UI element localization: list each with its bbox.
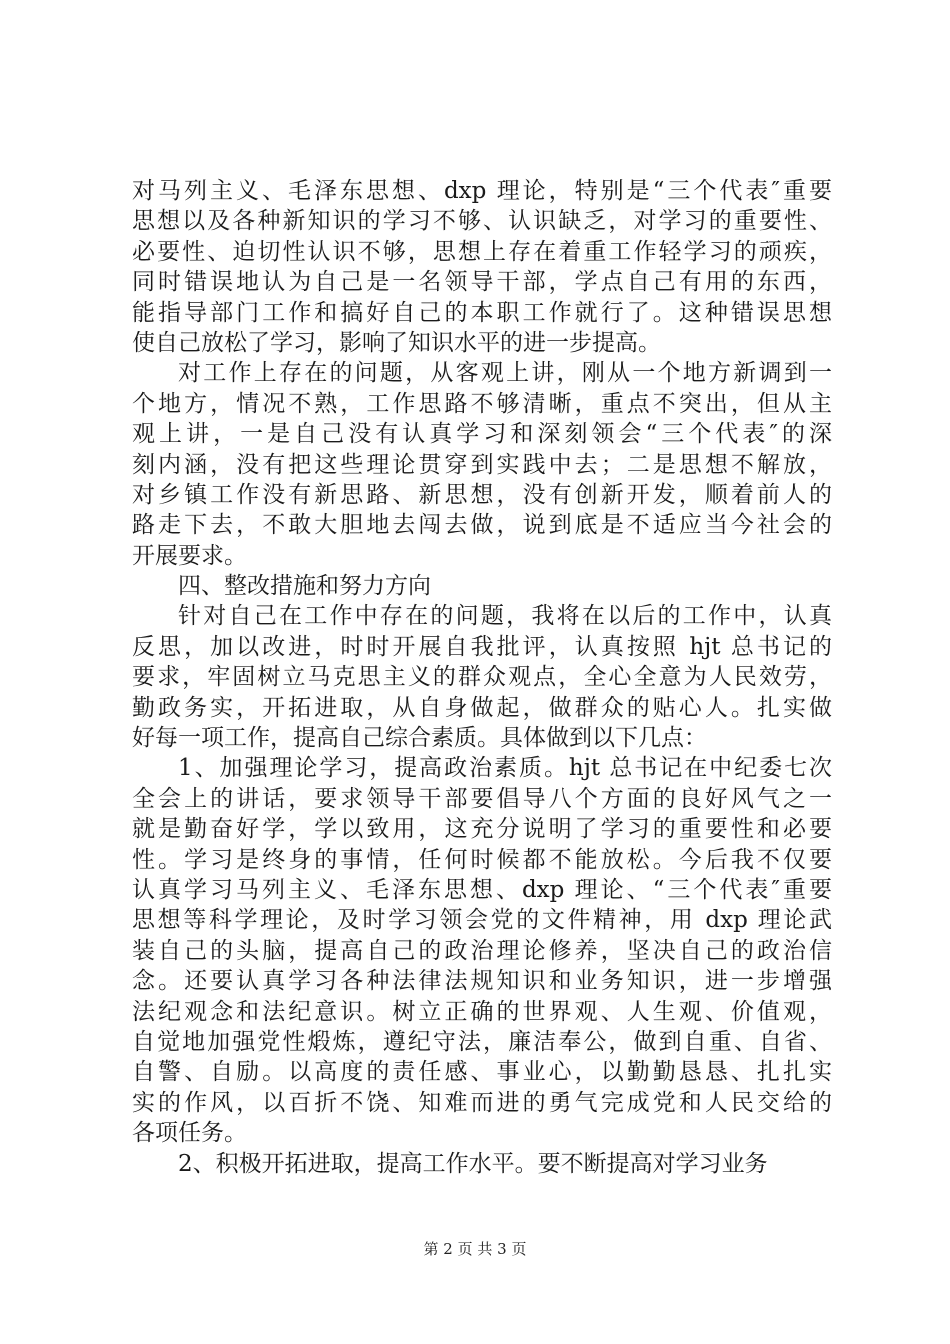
text-line: 认真学习马列主义、毛泽东思想、dxp 理论、“三个代表″重要 (132, 876, 832, 903)
text-line: 2、积极开拓进取，提高工作水平。要不断提高对学习业务 (178, 1150, 768, 1177)
text-line: 能指导部门工作和搞好自己的本职工作就行了。这种错误思想 (132, 299, 832, 326)
text-line: 法纪观念和法纪意识。树立正确的世界观、人生观、价值观， (132, 998, 832, 1025)
text-line: 1、加强理论学习，提高政治素质。hjt 总书记在中纪委七次 (178, 755, 832, 782)
text-line: 针对自己在工作中存在的问题，我将在以后的工作中，认真 (178, 603, 832, 630)
text-line: 刻内涵，没有把这些理论贯穿到实践中去；二是思想不解放， (132, 451, 832, 478)
paragraph (132, 753, 832, 1148)
text-line: 对马列主义、毛泽东思想、dxp 理论，特别是“三个代表″重要 (132, 178, 832, 204)
text-line: 就是勤奋好学，学以致用，这充分说明了学习的重要性和必要 (132, 816, 832, 843)
text-line: 好每一项工作，提高自己综合素质。具体做到以下几点： (132, 725, 707, 752)
document-body (132, 176, 832, 1179)
paragraph (132, 1149, 832, 1179)
text-line: 观上讲，一是自己没有认真学习和深刻领会“三个代表″的深 (132, 421, 832, 448)
paragraph (132, 176, 832, 358)
text-line: 四、整改措施和努力方向 (178, 573, 431, 600)
text-line: 对工作上存在的问题，从客观上讲，刚从一个地方新调到一 (178, 360, 832, 387)
page-footer: 第 2 页 共 3 页 (423, 1240, 527, 1258)
text-line: 个地方，情况不熟，工作思路不够清晰，重点不突出，但从主 (132, 390, 832, 417)
text-line: 开展要求。 (132, 542, 247, 569)
text-line: 各项任务。 (132, 1120, 247, 1147)
text-line: 性。学习是终身的事情，任何时候都不能放松。今后我不仅要 (132, 846, 832, 873)
text-line: 自觉地加强党性煅炼，遵纪守法，廉洁奉公，做到自重、自省、 (132, 1028, 832, 1055)
text-line: 实的作风，以百折不饶、知难而进的勇气完成党和人民交给的 (132, 1089, 832, 1116)
paragraph (132, 358, 832, 571)
text-line: 对乡镇工作没有新思路、新思想，没有创新开发，顺着前人的 (132, 481, 832, 508)
text-line: 必要性、迫切性认识不够，思想上存在着重工作轻学习的顽疾， (132, 238, 832, 265)
text-line: 思想等科学理论，及时学习领会党的文件精神，用 dxp 理论武 (132, 907, 832, 934)
text-line: 要求，牢固树立马克思主义的群众观点，全心全意为人民效劳， (132, 664, 832, 691)
text-line: 自警、自励。以高度的责任感、事业心，以勤勤恳恳、扎扎实 (132, 1059, 832, 1086)
paragraph (132, 601, 832, 753)
text-line: 念。还要认真学习各种法律法规知识和业务知识，进一步增强 (132, 968, 832, 995)
paragraph (132, 571, 832, 601)
text-line: 路走下去，不敢大胆地去闯去做，说到底是不适应当今社会的 (132, 512, 832, 539)
text-line: 思想以及各种新知识的学习不够、认识缺乏，对学习的重要性、 (132, 208, 832, 235)
text-line: 装自己的头脑，提高自己的政治理论修养，坚决自己的政治信 (132, 937, 832, 964)
text-line: 使自己放松了学习，影响了知识水平的进一步提高。 (132, 329, 661, 356)
text-line: 反思，加以改进，时时开展自我批评，认真按照 hjt 总书记的 (132, 633, 832, 660)
text-line: 勤政务实，开拓进取，从自身做起，做群众的贴心人。扎实做 (132, 694, 832, 721)
text-line: 全会上的讲话，要求领导干部要倡导八个方面的良好风气之一 (132, 785, 832, 812)
text-line: 同时错误地认为自己是一名领导干部，学点自己有用的东西， (132, 269, 832, 296)
